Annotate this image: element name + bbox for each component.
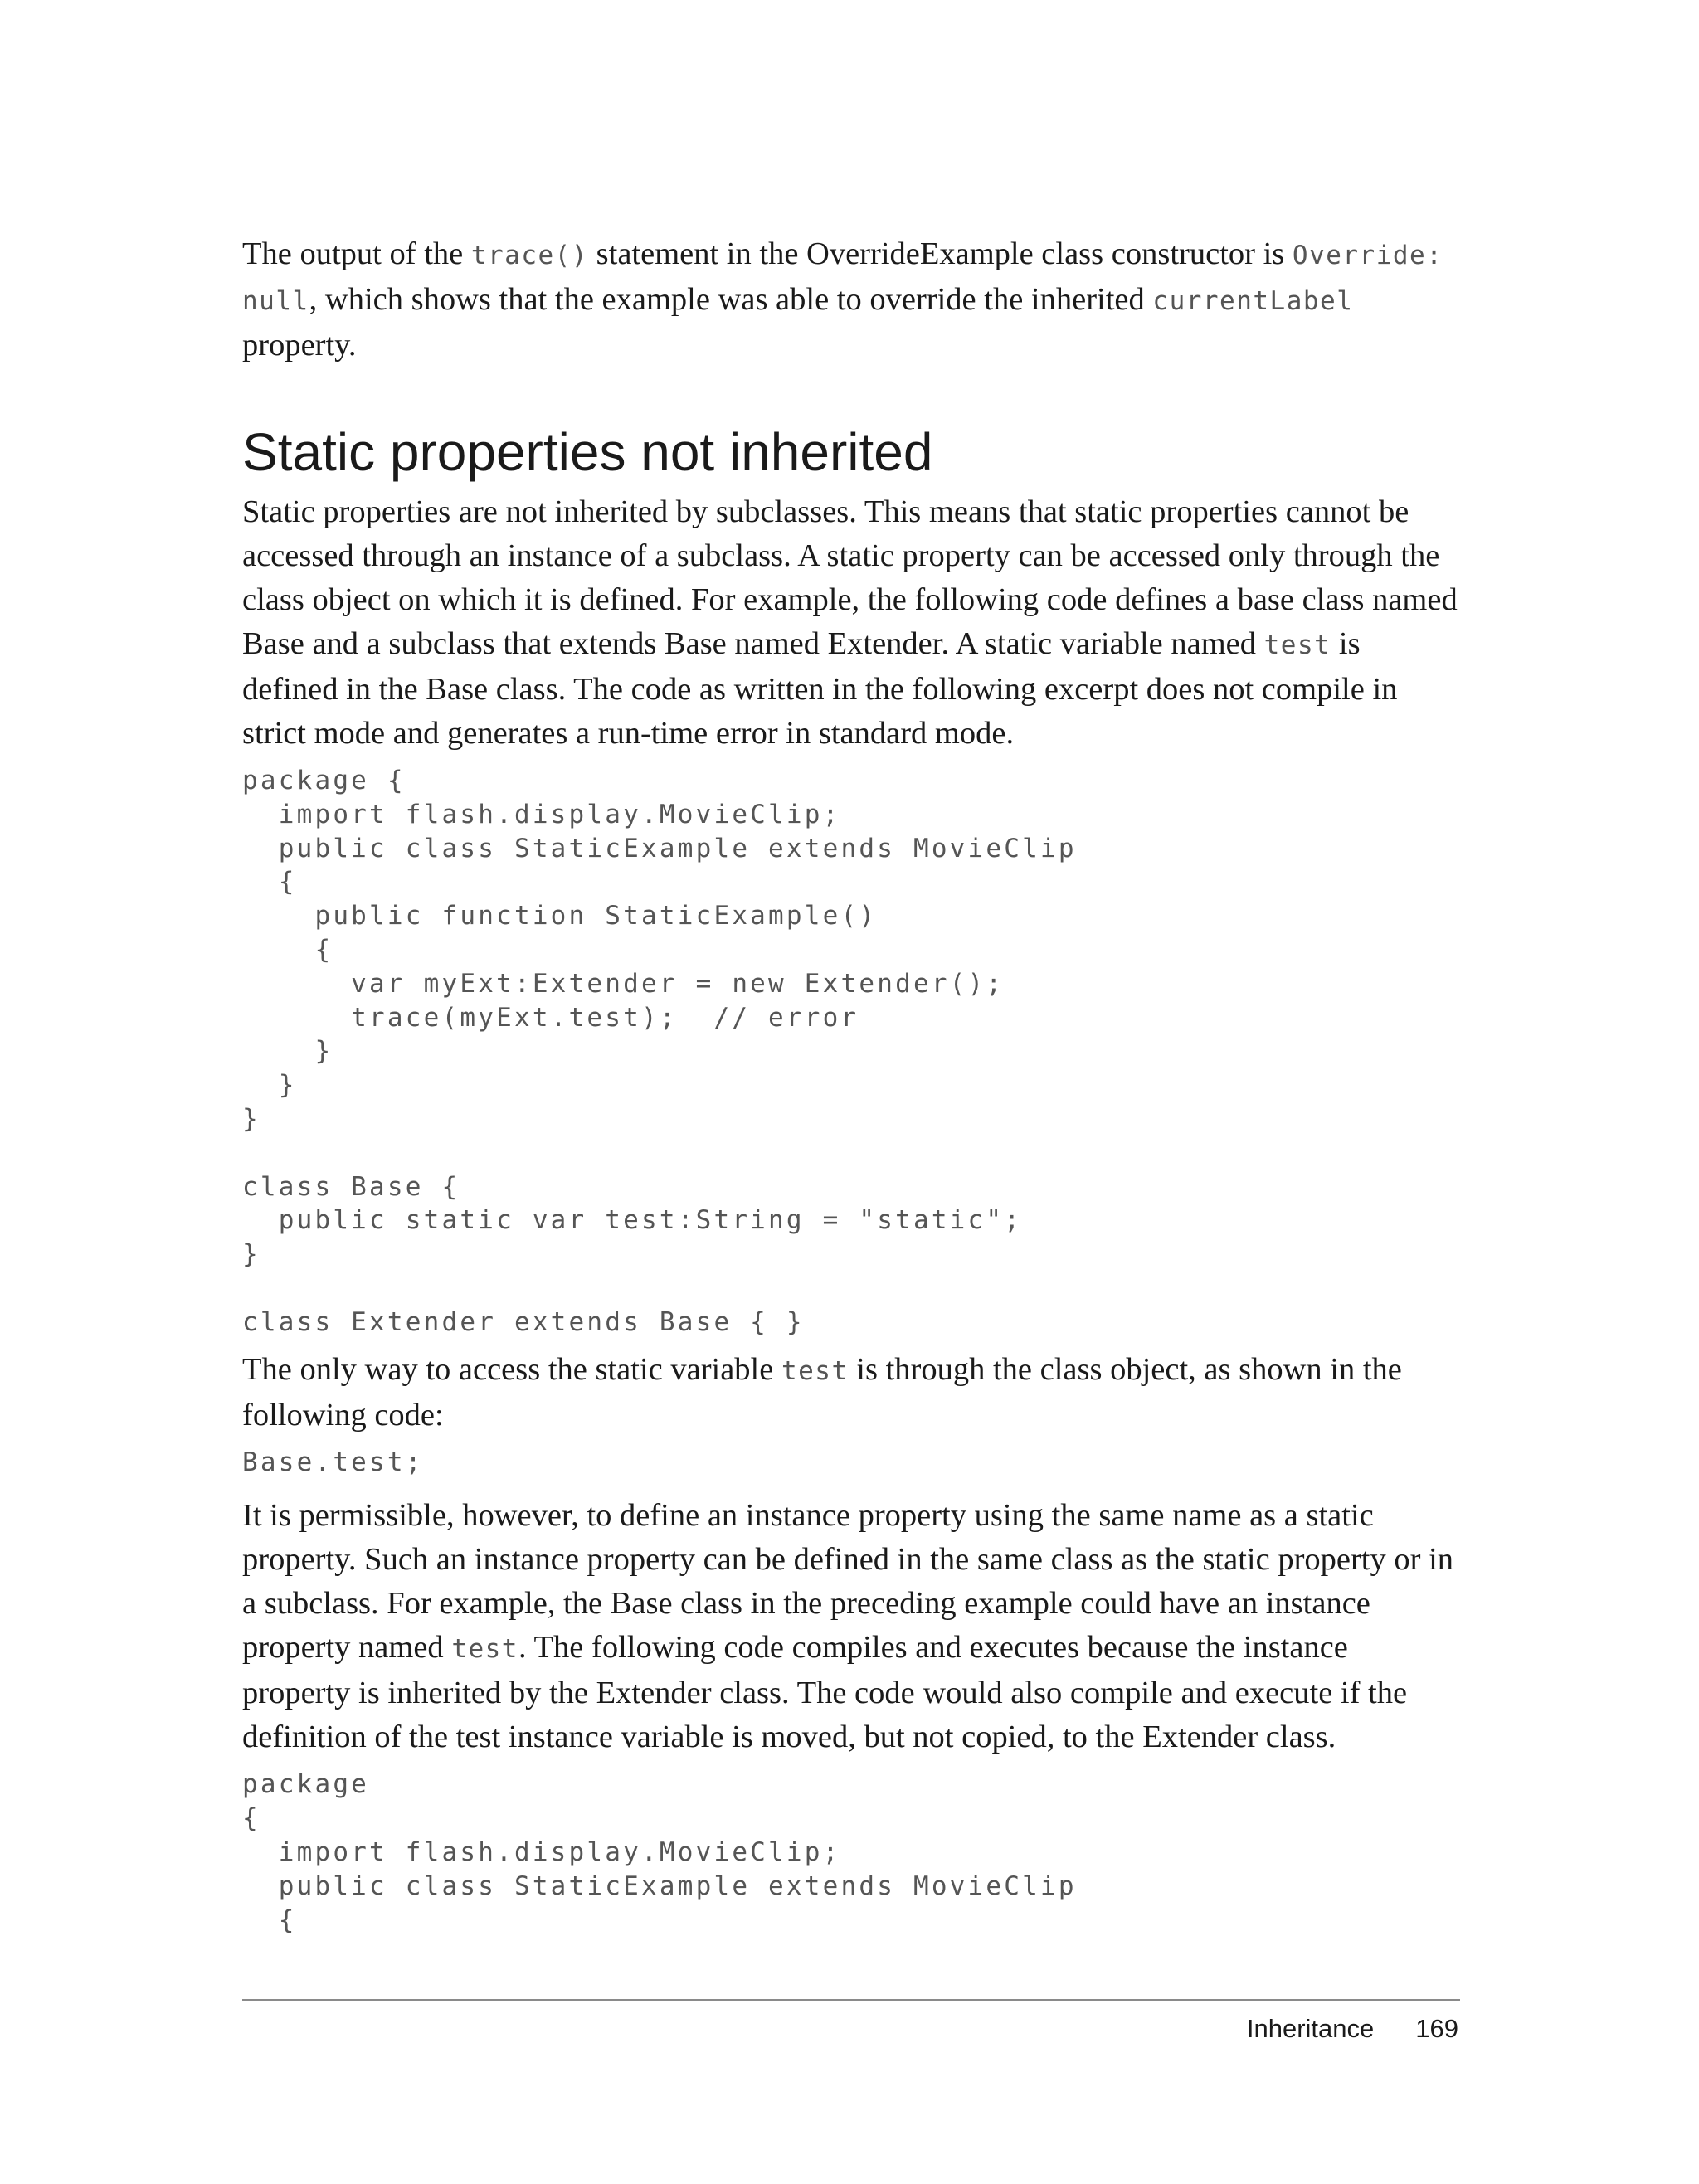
intro-text-3: , which shows that the example was able to override the inherited: [309, 282, 1153, 317]
footer-section-title: Inheritance: [1246, 2014, 1375, 2043]
access-paragraph: [242, 1348, 1462, 1437]
code-block-base-test: Base.test;: [242, 1447, 424, 1477]
footer-divider: [242, 1999, 1460, 2001]
intro-paragraph: [242, 232, 1462, 367]
inline-code-override-null: Override: null: [242, 241, 1443, 316]
page-footer: [1247, 2014, 1458, 2044]
inline-code-trace: trace(): [470, 241, 589, 270]
section-heading: Static properties not inherited: [242, 422, 933, 482]
inline-code-test-2: test: [781, 1355, 849, 1386]
intro-text-1: The output of the: [242, 236, 471, 271]
page-number: 169: [1415, 2014, 1458, 2043]
instance-property-paragraph: [242, 1494, 1462, 1759]
code-block-static-example-2: package { import flash.display.MovieClip; public class StaticExample extends MovieClip {: [242, 1769, 1077, 1935]
access-text-1: The only way to access the static variable: [242, 1351, 781, 1387]
static-properties-paragraph: [242, 490, 1462, 756]
instance-text-1: It is permissible, however, to define an instance property using the same name as a static property. Such an instance property can be defined in the same class as the static property or in a subclass. For example, the Base class in the preceding example could have an instance property named: [242, 1498, 1454, 1666]
instance-text-2: . The following code compiles and executes because the instance property is inherited by the Extender class. The code would also compile and execute if the definition of the test instance variable is moved, but not copied, to the Extender class.: [242, 1630, 1408, 1755]
intro-text-4: property.: [242, 328, 357, 362]
inline-code-currentlabel: currentLabel: [1152, 286, 1354, 316]
access-text-2: is through the class object, as shown in the following code:: [242, 1351, 1402, 1432]
inline-code-test: test: [1263, 630, 1331, 660]
page-content: [242, 232, 1462, 1937]
inline-code-test-3: test: [451, 1634, 518, 1665]
intro-text-2: statement in the OverrideExample class constructor is: [588, 236, 1293, 271]
static-text-1: Static properties are not inherited by subclasses. This means that static properties cannot be accessed through an instance of a subclass. A static property can be accessed only through the class object on which it is defined. For example, the following code defines a base class named Base and a subclass that extends Base named Extender. A static variable named: [242, 494, 1458, 661]
static-text-2: is defined in the Base class. The code as written in the following excerpt does not compile in strict mode and generates a run-time error in standard mode.: [242, 626, 1398, 751]
code-block-static-example: package { import flash.display.MovieClip; public class StaticExample extends MovieClip { public function StaticExample() { var myExt:Extender = new Extender(); trace(myExt.test); // error } } } class Base { public static var test:String = "static"; } class Extender extends Base { }: [242, 766, 1077, 1337]
